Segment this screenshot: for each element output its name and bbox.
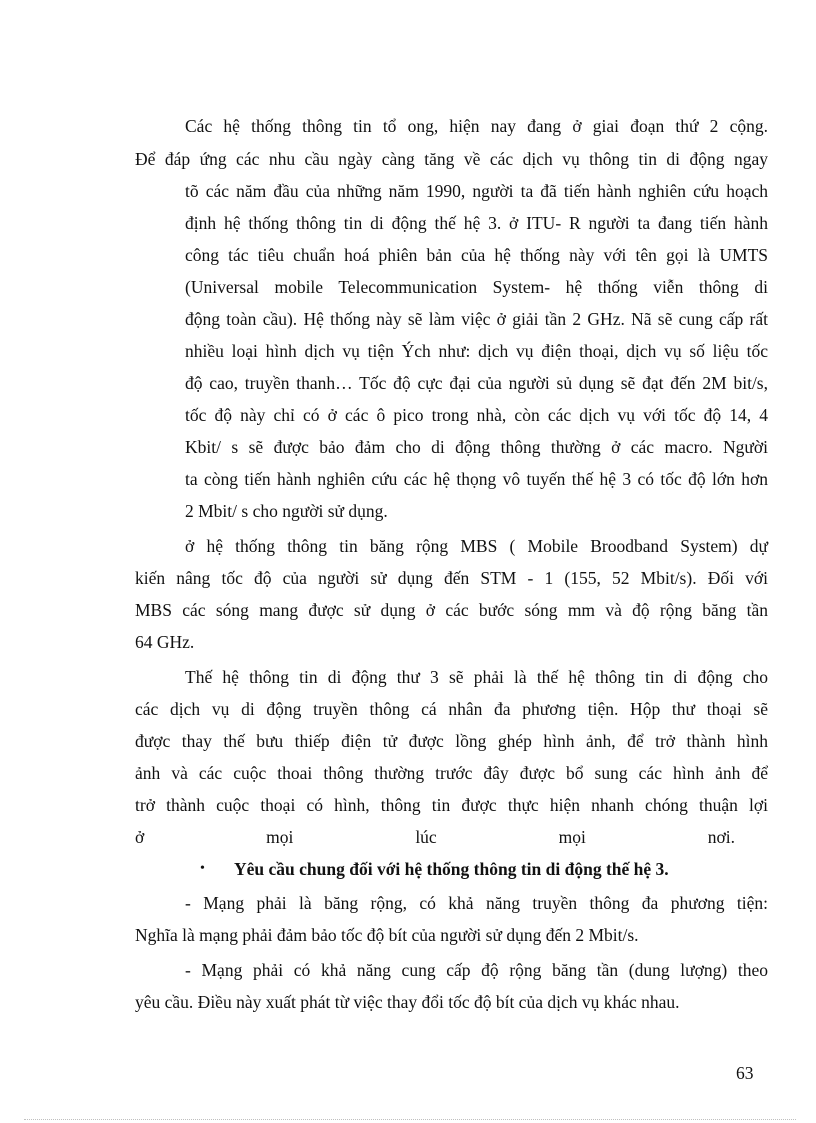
paragraph-line: (Universal mobile Telecommunication System- hệ thống viễn thông di <box>185 277 768 297</box>
paragraph-line: ta còng tiến hành nghiên cứu các hệ thọng vô tuyến thế hệ 3 có tốc độ lớn hơn <box>185 469 768 489</box>
paragraph-line: được thay thế bưu thiếp điện tử được lồng ghép hình ảnh, để trở thành hình <box>135 731 768 751</box>
paragraph-line: - Mạng phải là băng rộng, có khả năng truyền thông đa phương tiện: <box>185 893 768 913</box>
footer-divider <box>24 1119 796 1120</box>
paragraph-line: công tác tiêu chuẩn hoá phiên bản của hệ thống này với tên gọi là UMTS <box>185 245 768 265</box>
paragraph-line: tốc độ này chỉ có ở các ô pico trong nhà, còn các dịch vụ với tốc độ 14, 4 <box>185 405 768 425</box>
paragraph-line: Kbit/ s sẽ được bảo đảm cho di động thông thường ở các macro. Người <box>185 437 768 457</box>
paragraph-line: 64 GHz. <box>135 632 195 652</box>
paragraph-line: độ cao, truyền thanh… Tốc độ cực đại của người sủ dụng sẽ đạt đến 2M bit/s, <box>185 373 768 393</box>
paragraph-line: các dịch vụ di động truyền thông cá nhân đa phương tiện. Hộp thư thoại sẽ <box>135 699 768 719</box>
paragraph-line: MBS các sóng mang được sử dụng ở các bước sóng mm và độ rộng băng tần <box>135 600 768 620</box>
section-heading: Yêu cầu chung đối với hệ thống thông tin di động thế hệ 3. <box>234 859 669 879</box>
paragraph-line: động toàn cầu). Hệ thống này sẽ làm việc ở giải tần 2 GHz. Nã sẽ cung cấp rất <box>185 309 768 329</box>
paragraph-line: Các hệ thống thông tin tổ ong, hiện nay đang ở giai đoạn thứ 2 cộng. <box>185 116 768 136</box>
paragraph-line: Nghĩa là mạng phải đảm bảo tốc độ bít của người sử dụng đến 2 Mbit/s. <box>135 925 639 945</box>
paragraph-line: Thế hệ thông tin di động thư 3 sẽ phải là thế hệ thông tin di động cho <box>185 667 768 687</box>
paragraph-line: - Mạng phải có khả năng cung cấp độ rộng băng tần (dung lượng) theo <box>185 960 768 980</box>
paragraph-line: kiến nâng tốc độ của người sử dụng đến STM - 1 (155, 52 Mbit/s). Đối với <box>135 568 768 588</box>
paragraph-line: tõ các năm đầu của những năm 1990, người ta đã tiến hành nghiên cứu hoạch <box>185 181 768 201</box>
page-number: 63 <box>736 1063 754 1083</box>
paragraph-line: ở mọi lúc mọi nơi. <box>135 827 735 847</box>
paragraph-line: ở hệ thống thông tin băng rộng MBS ( Mobile Broodband System) dự <box>185 536 768 556</box>
paragraph-line: 2 Mbit/ s cho người sử dụng. <box>185 501 388 521</box>
paragraph-line: nhiều loại hình dịch vụ tiện Ých như: dịch vụ điện thoại, dịch vụ số liệu tốc <box>185 341 768 361</box>
paragraph-line: yêu cầu. Điều này xuất phát từ việc thay đổi tốc độ bít của dịch vụ khác nhau. <box>135 992 680 1012</box>
paragraph-line: Để đáp ứng các nhu cầu ngày càng tăng về các dịch vụ thông tin di động ngay <box>135 149 768 169</box>
bullet-icon: • <box>200 861 205 876</box>
paragraph-line: trở thành cuộc thoại có hình, thông tin được thực hiện nhanh chóng thuận lợi <box>135 795 768 815</box>
paragraph-line: ảnh và các cuộc thoai thông thường trước đây được bổ sung các hình ảnh để <box>135 763 768 783</box>
paragraph-line: định hệ thống thông tin di động thế hệ 3. ở ITU- R người ta đang tiến hành <box>185 213 768 233</box>
